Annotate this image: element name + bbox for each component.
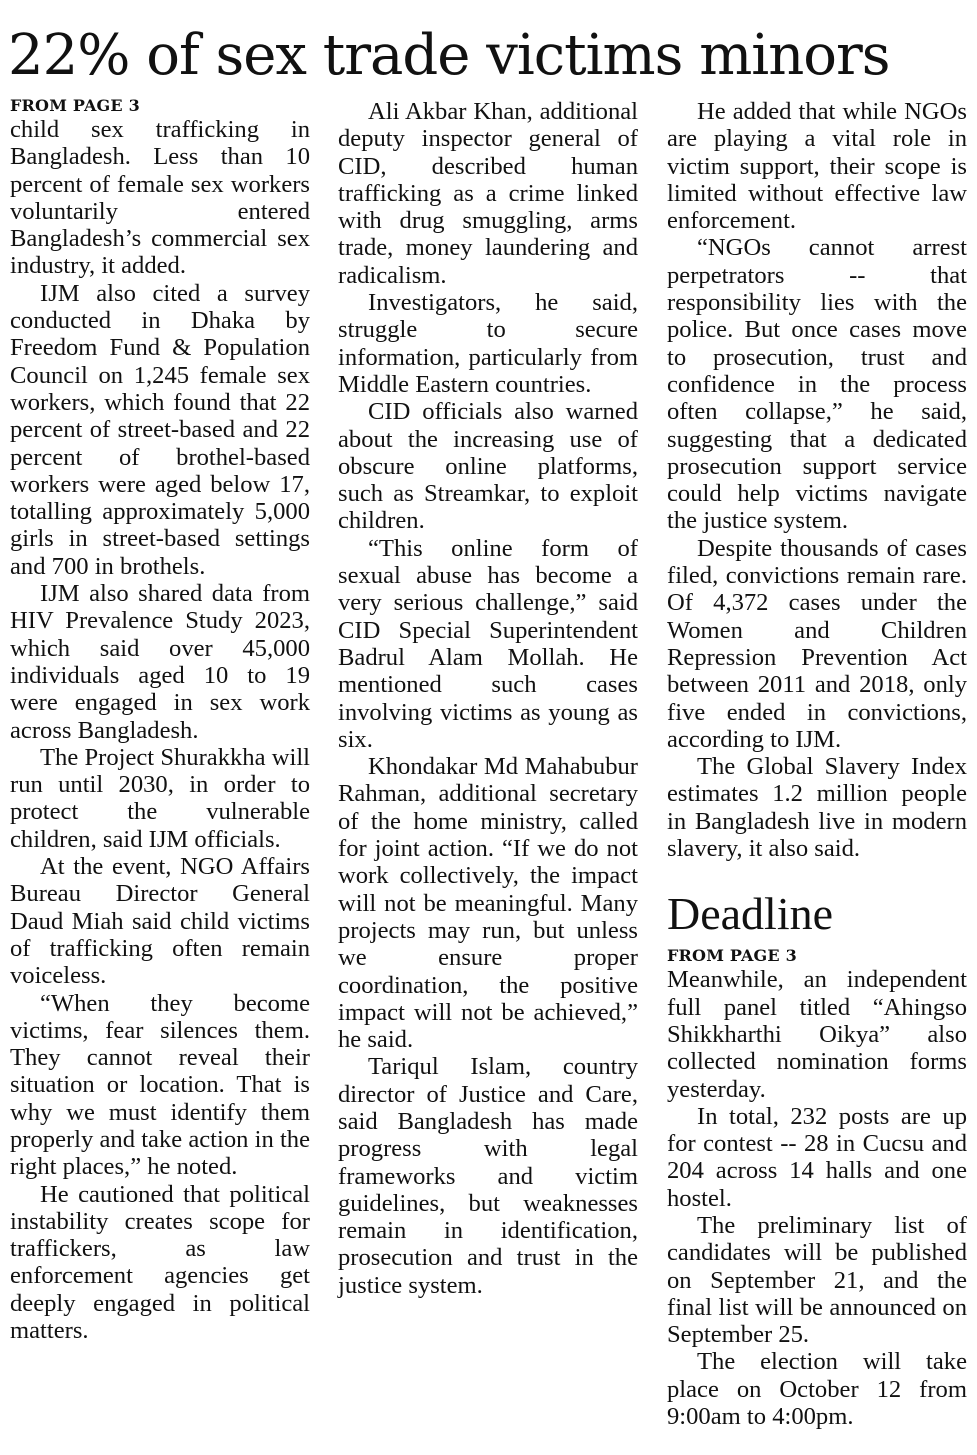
deadline-paragraph: Meanwhile, an independent full panel titled “Ahingso Shikkharthi Oikya” also collected nomination forms yesterday. bbox=[667, 966, 967, 1103]
main-paragraph: Ali Akbar Khan, additional deputy inspector general of CID, described human trafficking as a crime linked with drug smuggling, arms trade, money laundering and radicalism. bbox=[338, 98, 638, 289]
main-kicker: FROM PAGE 3 bbox=[10, 96, 140, 115]
column-2 bbox=[338, 98, 638, 1299]
column-3 bbox=[667, 98, 967, 1430]
main-paragraph: “NGOs cannot arrest perpetrators -- that responsibility lies with the police. But once cases move to prosecution, trust and confidence in the process often collapse,” he said, suggesting that a dedicated prosecution support service could help victims navigate the justice system. bbox=[667, 234, 967, 535]
main-paragraph: Despite thousands of cases filed, convictions remain rare. Of 4,372 cases under the Women and Children Repression Prevention Act between 2011 and 2018, only five ended in convictions, according to IJM. bbox=[667, 534, 967, 753]
main-headline: 22% of sex trade victims minors bbox=[8, 23, 890, 88]
main-paragraph: He cautioned that political instability creates scope for traffickers, as law enforcement agencies get deeply engaged in political matters. bbox=[10, 1180, 310, 1345]
main-paragraph: Investigators, he said, struggle to secure information, particularly from Middle Eastern countries. bbox=[338, 289, 638, 398]
main-paragraph: The Global Slavery Index estimates 1.2 million people in Bangladesh live in modern slavery, it also said. bbox=[667, 753, 967, 863]
main-paragraph: Khondakar Md Mahabubur Rahman, additional secretary of the home ministry, called for joint action. “If we do not work collectively, the impact will not be meaningful. Many projects may run, but unless we ensure proper coordination, the positive impact will not be achieved,” he said. bbox=[338, 753, 638, 1054]
main-paragraph: “This online form of sexual abuse has become a very serious challenge,” said CID Special Superintendent Badrul Alam Mollah. He mentioned such cases involving victims as young as six. bbox=[338, 534, 638, 753]
column-1 bbox=[10, 96, 310, 1344]
main-paragraph: The Project Shurakkha will run until 2030, in order to protect the vulnerable children, said IJM officials. bbox=[10, 743, 310, 853]
main-paragraph: IJM also cited a survey conducted in Dhaka by Freedom Fund & Population Council on 1,245 female sex workers, which found that 22 percent of street-based and 22 percent of brothel-based workers were aged below 17, totalling approximately 5,000 girls in street-based settings and 700 in brothels. bbox=[10, 279, 310, 580]
deadline-headline: Deadline bbox=[667, 888, 834, 940]
deadline-paragraph: The preliminary list of candidates will be published on September 21, and the final list will be announced on September 25. bbox=[667, 1211, 967, 1349]
main-paragraph: At the event, NGO Affairs Bureau Director General Daud Miah said child victims of trafficking often remain voiceless. bbox=[10, 853, 310, 990]
main-paragraph: child sex trafficking in Bangladesh. Less than 10 percent of female sex workers voluntarily entered Bangladesh’s commercial sex industry, it added. bbox=[10, 116, 310, 280]
main-paragraph: He added that while NGOs are playing a vital role in victim support, their scope is limited without effective law enforcement. bbox=[667, 98, 967, 235]
deadline-kicker: FROM PAGE 3 bbox=[667, 946, 797, 966]
main-paragraph: Tariqul Islam, country director of Justice and Care, said Bangladesh has made progress with legal frameworks and victim guidelines, but weaknesses remain in identification, prosecution and trust in the justice system. bbox=[338, 1053, 638, 1299]
deadline-paragraph: In total, 232 posts are up for contest -- 28 in Cucsu and 204 across 14 halls and one hostel. bbox=[667, 1102, 967, 1212]
main-paragraph: CID officials also warned about the increasing use of obscure online platforms, such as Streamkar, to exploit children. bbox=[338, 398, 638, 535]
deadline-paragraph: The election will take place on October 12 from 9:00am to 4:00pm. bbox=[667, 1348, 967, 1431]
main-paragraph: IJM also shared data from HIV Prevalence Study 2023, which said over 45,000 individuals aged 10 to 19 were engaged in sex work across Bangladesh. bbox=[10, 580, 310, 744]
main-paragraph: “When they become victims, fear silences them. They cannot reveal their situation or location. That is why we must identify them properly and take action in the right places,” he noted. bbox=[10, 989, 310, 1181]
